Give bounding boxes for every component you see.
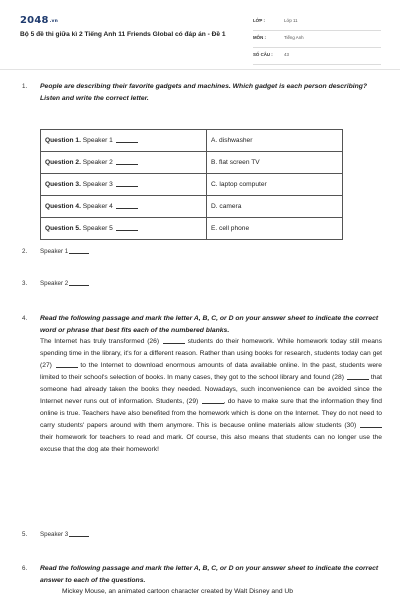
blank-26[interactable] [163,338,185,344]
blank-28[interactable] [347,374,369,380]
passage-segment: to the Internet to download enormous amounts of data available online. In the past, students were limited to their school's selection of books. In many cases, they got to the school library and found (28) [40,362,382,382]
answer-blank[interactable] [116,137,138,143]
question-instruction: Read the following passage and mark the letter A, B, C, or D on your answer sheet to indicate the correct word or phrase that best fits each of the numbered blanks. [40,315,379,334]
passage-segment: , do have to make sure that the information they find online is true. Teachers have also benefited from the homework which is done on the Internet. They do not need to carry students' papers around with them anymore. This is because online materials allow students (30) [40,398,383,430]
meta-class-label: LỚP : [253,18,265,23]
answer-blank[interactable] [116,159,138,165]
speaker-label: Speaker 4 [82,203,113,210]
table-row [41,218,343,240]
document-title: Bộ 5 đề thi giữa kì 2 Tiếng Anh 11 Friends Global có đáp án - Đề 1 [20,31,226,38]
page-header [0,0,400,66]
question-label: Question 1. [45,137,81,144]
passage-segment: The Internet has truly transformed (26) [40,338,160,345]
question-text [40,278,382,290]
question-number: 1. [22,83,28,90]
question-instruction: People are describing their favorite gadgets and machines. Which gadget is each person describing? Listen and write the correct letter. [40,83,368,102]
blank-29[interactable] [202,398,224,404]
question-number: 4. [22,315,28,322]
header-divider [0,69,400,70]
meta-count-value: 43 [284,52,289,57]
speaker-label: Speaker 5 [82,225,113,232]
table-cell-question [41,218,207,240]
question-number: 5. [22,531,28,538]
blank-30[interactable] [360,422,382,428]
logo-suffix: .vn [49,19,59,24]
passage-segment: that someone had already taken the books they needed. Nowadays, such inconvenience can be avoided since the Internet never runs out of information. Students, (29) [40,374,383,406]
table-row [41,130,343,152]
speaker-label: Speaker 2 [82,159,113,166]
table-cell-question [41,130,207,152]
site-logo[interactable] [20,15,58,26]
question-number: 3. [22,280,28,287]
table-cell-option: B. flat screen TV [207,152,343,174]
speaker-label: Speaker 1 [40,248,69,255]
passage-segment: students do their homework. While homework today still means spending time in the library, it's for a different reason. Rather than using books for research, students today can get (27) [40,338,382,370]
answer-blank[interactable] [116,181,138,187]
meta-class-value: Lớp 11 [284,18,298,23]
question-text [40,529,382,541]
speaker-label: Speaker 3 [40,531,69,538]
meta-subject-value: Tiếng Anh [284,35,304,40]
question-instruction: Read the following passage and mark the letter A, B, C, or D on your answer sheet to indicate the correct answer to each of the questions. [40,565,379,584]
table-row [41,196,343,218]
table-cell-option: E. cell phone [207,218,343,240]
question-label: Question 3. [45,181,81,188]
answer-blank[interactable] [69,248,89,254]
meta-subject-row [253,31,381,48]
answer-blank[interactable] [116,203,138,209]
table-row [41,174,343,196]
question-label: Question 2. [45,159,81,166]
meta-count-label: SỐ CÂU : [253,52,273,57]
matching-table [40,129,343,240]
table-cell-option: C. laptop computer [207,174,343,196]
table-cell-option: D. camera [207,196,343,218]
question-label: Question 4. [45,203,81,210]
logo-text: 2048 [20,15,49,26]
reading-passage: Mickey Mouse, an animated cartoon character created by Walt Disney and Ub [62,588,293,595]
question-text [40,246,382,258]
question-label: Question 5. [45,225,81,232]
meta-class-row [253,14,381,31]
blank-27[interactable] [56,362,78,368]
meta-count-row [253,48,381,65]
answer-blank[interactable] [116,225,138,231]
speaker-label: Speaker 2 [40,280,69,287]
reading-passage [40,336,382,456]
passage-segment: their homework for teachers to read and mark. Of course, this also means that students can no longer use the excuse that the dog ate their homework! [40,434,382,454]
answer-blank[interactable] [69,280,89,286]
table-cell-question [41,196,207,218]
answer-blank[interactable] [69,531,89,537]
table-cell-option: A. dishwasher [207,130,343,152]
table-cell-question [41,152,207,174]
speaker-label: Speaker 1 [82,137,113,144]
question-number: 2. [22,248,28,255]
speaker-label: Speaker 3 [82,181,113,188]
table-row [41,152,343,174]
table-cell-question [41,174,207,196]
question-number: 6. [22,565,28,572]
meta-subject-label: MÔN : [253,35,266,40]
document-meta [253,14,381,65]
